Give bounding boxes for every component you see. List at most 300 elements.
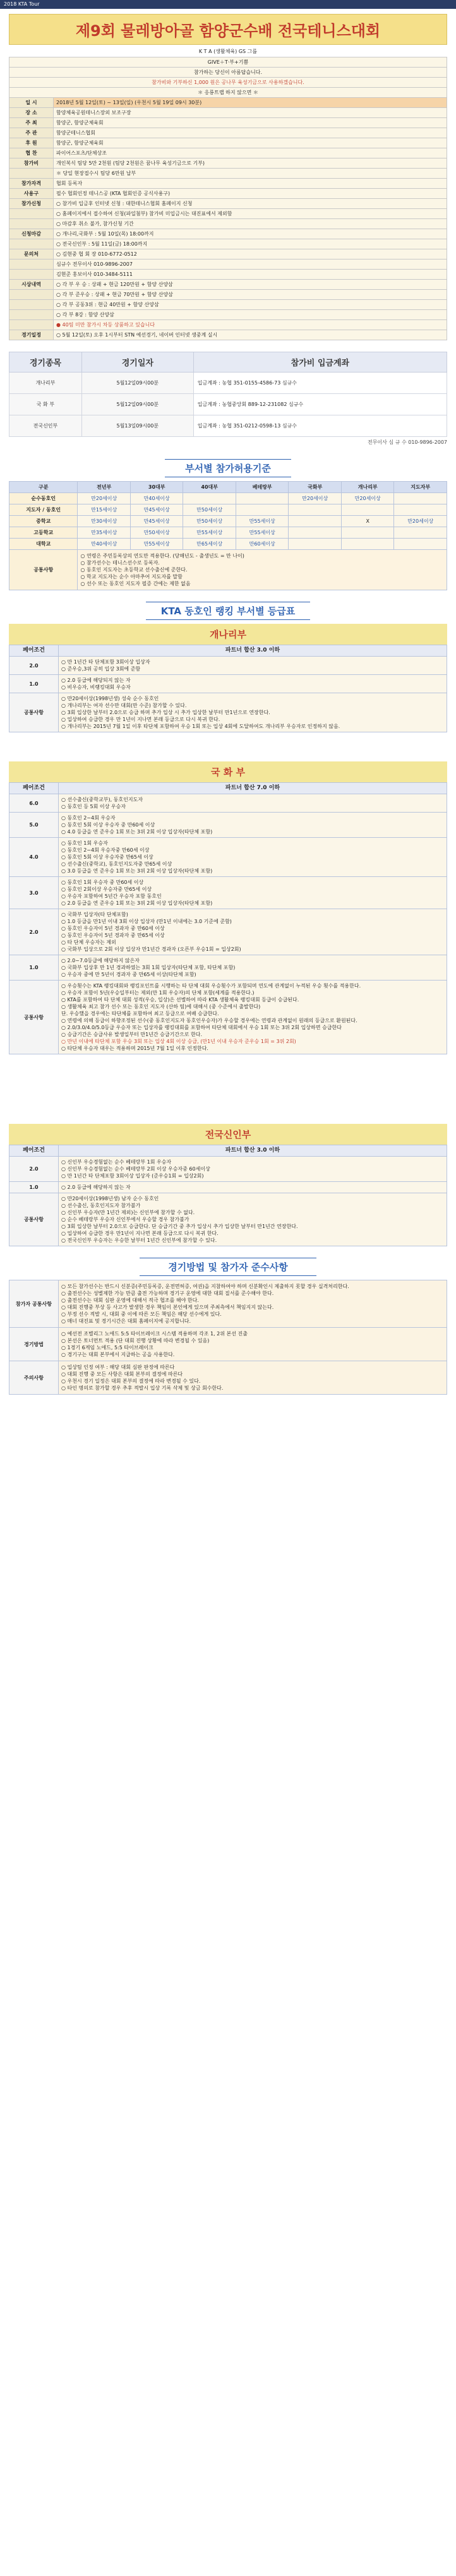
info-row bbox=[9, 148, 447, 158]
info-row-value: ○ 김현중 협 회 장 010-6772-0512 bbox=[54, 249, 447, 259]
gaenari-title: 개나리부 bbox=[9, 624, 447, 645]
info-row bbox=[9, 209, 447, 219]
age-cell: 만40세이상 bbox=[78, 539, 131, 550]
rank-section bbox=[9, 602, 447, 732]
sinin-items bbox=[59, 1157, 447, 1182]
method-item: ○ 우천시 경기 일정은 대회 본부의 결정에 따라 변경될 수 있다. bbox=[61, 1378, 201, 1384]
gukhwa-grade: 6.0 bbox=[9, 794, 59, 813]
age-table bbox=[9, 481, 447, 590]
gukhwa-item: ○ 연령에 의해 등급이 하향조정된 선수(중 동호인지도자 동호인우승자)가 우승할 경우에는 연령과 관계없이 원래의 등급으로 환원된다. bbox=[61, 1018, 357, 1023]
sinin-header: 파트너 합산 3.0 이하 bbox=[59, 1145, 447, 1157]
age-header: 개나리부 bbox=[341, 482, 394, 493]
age-cell: 만55세이상 bbox=[130, 539, 183, 550]
info-row-label: 시상내역 bbox=[9, 280, 54, 290]
info-intro-text: GIVE＋T·부+기쁨 bbox=[9, 57, 447, 68]
fee-row bbox=[9, 415, 447, 437]
info-row-value: 함양군테니스협회 bbox=[54, 128, 447, 138]
info-row bbox=[9, 128, 447, 138]
info-row-value: 김현준 홍보이사 010-3484-5111 bbox=[54, 270, 447, 280]
gukhwa-grade: 1.0 bbox=[9, 955, 59, 981]
gukhwa-grade: 4.0 bbox=[9, 838, 59, 877]
age-title: 부서별 참가허용기준 bbox=[165, 459, 291, 477]
method-item: ○ 출전선수는 대회 심판 운영에 대해서 적극 협조를 해야 한다. bbox=[61, 1297, 199, 1303]
age-cell: 만55세이상 bbox=[236, 516, 289, 527]
age-cell: 만15세이상 bbox=[78, 504, 131, 516]
fee-event: 개나리부 bbox=[9, 373, 82, 394]
age-cell: 만55세이상 bbox=[183, 527, 236, 539]
method-item: ○ 대회 진행 중 모든 사항은 대회 본부의 결정에 따른다 bbox=[61, 1371, 183, 1377]
info-row-label bbox=[9, 290, 54, 300]
age-header: 전년부 bbox=[78, 482, 131, 493]
info-row-label bbox=[9, 320, 54, 330]
info-row bbox=[9, 138, 447, 148]
info-intro-row bbox=[9, 78, 447, 88]
info-row-label: 신청마감 bbox=[9, 229, 54, 239]
method-items bbox=[59, 1361, 447, 1395]
sinin-items bbox=[59, 1193, 447, 1246]
sinin-grade: 1.0 bbox=[9, 1182, 59, 1193]
age-cell bbox=[341, 539, 394, 550]
gukhwa-row bbox=[9, 877, 447, 909]
gukhwa-item: ○ 우승횟수는 KTA 랭킹대회와 랭킹포인트를 시행하는 타 단체 대회 우승횟수가 포함되며 연도에 관계없이 누적된 우승 횟수를 적용한다. bbox=[61, 983, 361, 989]
gukhwa-grade: 공통사항 bbox=[9, 981, 59, 1054]
gukhwa-item: ○ 동호인 5회 이상 우승자중 만65세 이상 bbox=[61, 854, 153, 860]
age-note-line: ○ 학교 지도자는 순수 아마추어 지도자를 말함 bbox=[80, 574, 183, 580]
info-row bbox=[9, 199, 447, 209]
age-cell: 만40세이상 bbox=[130, 493, 183, 504]
gukhwa-item: ○ 동호인 2~4회 우승자 bbox=[61, 815, 116, 821]
gukhwa-row bbox=[9, 813, 447, 838]
info-row-value: ○ 각 부 준우승 : 상패 + 현금 70만원 + 함양 산양삼 bbox=[54, 290, 447, 300]
info-intro-row bbox=[9, 68, 447, 78]
gaenari-grade: 1.0 bbox=[9, 675, 59, 693]
gukhwa-item: ○ 1.0 등급을 만1년 이내 3회 이상 입상자 (만1년 이내에는 3.0 기준에 준함) bbox=[61, 919, 232, 924]
gukhwa-item: 단. 우승했을 경우에는 타단체를 포함하여 최고 등급으로 여배 승급한다. bbox=[61, 1011, 219, 1017]
info-row-label bbox=[9, 239, 54, 249]
method-item: ○ 1경기 6게임 노애드, 5:5 타이브레이크 bbox=[61, 1345, 153, 1351]
gukhwa-row bbox=[9, 838, 447, 877]
sinin-item: ○ 전국신인부 우승자는 우승한 날부터 1년간 신인부에 참가할 수 있다. bbox=[61, 1237, 217, 1243]
method-item: ○ 입상팀 인정 여부 : 해당 대회 심판 판정에 따른다 bbox=[61, 1364, 175, 1370]
age-header: 지도자부 bbox=[394, 482, 447, 493]
method-item: ○ 예선전 조별리그 노애드 5:5 타이브레이크 시스템 적용하며 각조 1, 2위 본선 진출 bbox=[61, 1331, 248, 1337]
age-cell bbox=[289, 516, 342, 527]
age-cell bbox=[289, 504, 342, 516]
method-table bbox=[9, 1280, 447, 1395]
gaenari-item: ○ 만 1년간 타 단체포함 3회이상 입상자 bbox=[61, 659, 150, 665]
gaenari-item: ○ 만20세이상(1998년생) 성숙 순수 동호인 bbox=[61, 696, 159, 701]
info-row-label: 주 최 bbox=[9, 118, 54, 128]
gukhwa-items bbox=[59, 955, 447, 981]
age-row-label: 중학교 bbox=[9, 516, 78, 527]
info-row-label bbox=[9, 270, 54, 280]
page-title: 제9회 물레방아골 함양군수배 전국테니스대회 bbox=[75, 22, 381, 40]
gaenari-grade: 2.0 bbox=[9, 657, 59, 675]
fee-row bbox=[9, 373, 447, 394]
sinin-item: ○ 선수출신, 동호인지도자 참가불가 bbox=[61, 1203, 141, 1208]
gukhwa-item: ○ 타 단체 우승자는 제외 bbox=[61, 939, 116, 945]
info-row-value: ＊ 당일 현장접수시 팀당 6만원 납부 bbox=[54, 169, 447, 179]
age-row bbox=[9, 504, 447, 516]
info-row bbox=[9, 239, 447, 249]
age-header: 30대부 bbox=[130, 482, 183, 493]
method-item: ○ 대회 진행중 부상 등 사고가 발생한 경우 책임이 본인에게 있으며 주최측에서 책임지지 않는다. bbox=[61, 1304, 274, 1310]
method-items bbox=[59, 1328, 447, 1361]
gukhwa-item: ○ 국화부 입상자(타 단체포함) bbox=[61, 912, 128, 917]
info-row bbox=[9, 320, 447, 330]
method-row bbox=[9, 1280, 447, 1328]
gukhwa-item: ○ 동호인 5회 이상 우승자 중 만60세 이상 bbox=[61, 822, 155, 828]
gaenari-item: ○ 준우승,3위 공히 입상 3회에 준함 bbox=[61, 666, 141, 672]
gaenari-item: ○ 개나리부는 2015년 7월 1일 이후 타단체 포함하여 우승 1회 또는 입상 4회에 도달하여도 개나리부 우승자로 인정하지 않음. bbox=[61, 724, 340, 729]
sinin-item: ○ 신인부 우승경험없는 순수 베테랑부 2회 이상 우승자중 60세이상 bbox=[61, 1166, 210, 1172]
sponsor-line: K T A (생활체육) GS 그룹 bbox=[198, 49, 258, 54]
info-row-value: 파이어스포츠/단체상조 bbox=[54, 148, 447, 158]
gaenari-row bbox=[9, 675, 447, 693]
method-item: ○ 타인 명의로 참가할 경우 추후 적발시 입상 기록 삭제 및 상금 회수한다. bbox=[61, 1385, 224, 1391]
info-row-label: 문의처 bbox=[9, 249, 54, 259]
title-banner bbox=[9, 14, 447, 45]
age-cell bbox=[289, 527, 342, 539]
age-cell: 만20세이상 bbox=[394, 516, 447, 527]
info-row bbox=[9, 300, 447, 310]
fee-date: 5월13일09시00분 bbox=[81, 415, 193, 437]
sinin-item: ○ 2.0 등급에 해당하지 않는 자 bbox=[61, 1184, 131, 1190]
info-row bbox=[9, 330, 447, 340]
gukhwa-item: ○ 국화부 입상후 만 1년 경과하였는 3회 1회 입상자(타단체 포함, 타단체 포함) bbox=[61, 965, 236, 970]
info-row bbox=[9, 270, 447, 280]
sinin-item: ○ 신인부 우승경험없는 순수 베테랑부 1회 우승자 bbox=[61, 1159, 172, 1165]
gukhwa-table bbox=[9, 782, 447, 1054]
age-row-label: 대학교 bbox=[9, 539, 78, 550]
info-row-label bbox=[9, 310, 54, 320]
info-row-label bbox=[9, 219, 54, 229]
gukhwa-header-row bbox=[9, 783, 447, 794]
info-row bbox=[9, 118, 447, 128]
sinin-items bbox=[59, 1182, 447, 1193]
rank-title: KTA 동호인 랭킹 부서별 등급표 bbox=[146, 602, 310, 620]
info-row bbox=[9, 249, 447, 259]
info-row-label: 주 관 bbox=[9, 128, 54, 138]
gukhwa-item: ○ 타단체 우승자 대우는 적용하며 2015년 7월 1일 이후 인정한다. bbox=[61, 1046, 208, 1051]
age-cell bbox=[394, 504, 447, 516]
gaenari-items bbox=[59, 693, 447, 732]
sinin-title: 전국신인부 bbox=[9, 1124, 447, 1145]
gukhwa-item: ○ 만년 이내에 타단체 포함 우승 3회 또는 입상 4회 이상 승급, (만1년 이내 우승자 준우승 1회 = 3위 2회) bbox=[61, 1039, 296, 1044]
info-row bbox=[9, 98, 447, 108]
gaenari-items bbox=[59, 675, 447, 693]
info-row-label: 장 소 bbox=[9, 108, 54, 118]
info-row-value: ○ 홈페이지에서 접수하여 신청(파일첨부) 참가비 미입금시는 대진표에서 제외함 bbox=[54, 209, 447, 219]
info-row-label: 후 원 bbox=[9, 138, 54, 148]
sinin-item: ○ 3회 입상한 날부터 2.0으로 승급한다. 단 승급기간 중 추가 입상시 추가 입상한 날부터 만1년간 연장한다. bbox=[61, 1224, 298, 1229]
gukhwa-item: ○ 동호인 등 5회 이상 우승자 bbox=[61, 804, 126, 809]
age-cell bbox=[394, 493, 447, 504]
age-cell bbox=[236, 504, 289, 516]
age-cell: 만45세이상 bbox=[130, 504, 183, 516]
age-notes-label: 공통사항 bbox=[9, 550, 78, 590]
info-row-label bbox=[9, 169, 54, 179]
method-section bbox=[9, 1258, 447, 1395]
age-cell: 만20세이상 bbox=[78, 493, 131, 504]
info-row-value: 심규수 전무이사 010-9896-2007 bbox=[54, 259, 447, 270]
info-row-value: ○ 개나리,국화부 : 5월 10일(목) 18:00까지 bbox=[54, 229, 447, 239]
sinin-row bbox=[9, 1157, 447, 1182]
gukhwa-items bbox=[59, 813, 447, 838]
gaenari-grade: 공통사항 bbox=[9, 693, 59, 732]
info-row-value: ○ 참가비 입금후 인터넷 신청 : 대한테니스협회 홈페이지 신청 bbox=[54, 199, 447, 209]
gukhwa-item: ○ 우승자 중에 만 5년이 경과자 중 만65세 이상(타단체 포함) bbox=[61, 972, 196, 977]
age-cell: 만50세이상 bbox=[183, 516, 236, 527]
gukhwa-items bbox=[59, 909, 447, 955]
info-row-value: 함양군, 함양군체육회 bbox=[54, 118, 447, 128]
gukhwa-header: 파트너 합산 7.0 이하 bbox=[59, 783, 447, 794]
info-row-value: 협회 등록자 bbox=[54, 179, 447, 189]
info-row-label bbox=[9, 209, 54, 219]
age-notes-row bbox=[9, 550, 447, 590]
age-cell bbox=[341, 504, 394, 516]
info-row-label: 경기일정 bbox=[9, 330, 54, 340]
sinin-grade: 2.0 bbox=[9, 1157, 59, 1182]
age-row bbox=[9, 539, 447, 550]
sinin-row bbox=[9, 1182, 447, 1193]
age-cell: 만45세이상 bbox=[130, 516, 183, 527]
fee-note: 전무이사 심 규 수 010-9896-2007 bbox=[367, 439, 447, 445]
info-row-value: ○ 5월 12일(토) 오후 1시부터 STN 예선경기, 네이버 인터넷 생중계 실시 bbox=[54, 330, 447, 340]
gukhwa-item: ○ 생활체육 최고 참가 선수 또는 동호인 지도자 (산하 팀)에 대해서 (중 수준에서 출발한다) bbox=[61, 1004, 261, 1010]
method-label: 경기방법 bbox=[9, 1328, 59, 1361]
gukhwa-item: ○ 동호인 1회 우승자 중 만60세 이상 bbox=[61, 880, 144, 885]
gaenari-header: 페어조건 bbox=[9, 645, 59, 657]
fee-table bbox=[9, 352, 447, 437]
gukhwa-item: ○ 동호인 우승자이 5년 경과자 중 만60세 이상 bbox=[61, 926, 165, 931]
age-row-label: 순수동호인 bbox=[9, 493, 78, 504]
method-item: ○ 부정 선수 적발 시, 대회 중 이에 따른 모든 책임은 해당 선수에게 있다. bbox=[61, 1311, 222, 1317]
info-row bbox=[9, 158, 447, 169]
age-row bbox=[9, 516, 447, 527]
age-cell: 만55세이상 bbox=[236, 527, 289, 539]
age-header: 구분 bbox=[9, 482, 78, 493]
info-row-value: 필수 협회인정 테니스공 (KTA 협회인증 공식사용구) bbox=[54, 189, 447, 199]
sinin-item: ○ 만 1년간 타 단체포함 3회이상 입상자 (준우승1회 = 입상2회) bbox=[61, 1173, 204, 1179]
age-cell: 만30세이상 bbox=[78, 516, 131, 527]
age-row bbox=[9, 493, 447, 504]
gaenari-item: ○ 비우승자, 비랭킹대회 우승자 bbox=[61, 684, 131, 690]
gukhwa-title: 국 화 부 bbox=[9, 761, 447, 782]
fee-header: 경기일자 bbox=[81, 352, 193, 373]
gukhwa-section bbox=[9, 761, 447, 1054]
info-row-value: ○ 각 부 공동3위 : 현금 40만원 + 함양 산양삼 bbox=[54, 300, 447, 310]
method-label: 주의사항 bbox=[9, 1361, 59, 1395]
age-row-label: 고등학교 bbox=[9, 527, 78, 539]
info-row-value: ● 40팀 미만 참가시 차등 상품하고 있습니다 bbox=[54, 320, 447, 330]
method-row bbox=[9, 1328, 447, 1361]
gukhwa-item: ○ 동호인 1회 우승자 bbox=[61, 840, 108, 846]
info-row-label: 참가비 bbox=[9, 158, 54, 169]
method-item: ○ 본선은 토너먼트 적용 (단 대회 진행 상황에 따라 변경될 수 있음) bbox=[61, 1338, 210, 1344]
gukhwa-item: ○ 2.0/3.0/4.0/5.0등급 우승자 또는 입상자를 랭킹대회를 포함하여 타단체 대회에서 우승 1회 또는 3위 2회 입상하면 승급한다 bbox=[61, 1025, 342, 1030]
gukhwa-header: 페어조건 bbox=[9, 783, 59, 794]
gukhwa-item: ○ 국화부 입상으로 2회 이상 입상자 만1년간 경과자 (오픈부 우승1회 = 입상2회) bbox=[61, 946, 241, 952]
sinin-item: ○ 만20세이상(1998년생) 남자 순수 동호인 bbox=[61, 1196, 159, 1202]
age-cell bbox=[236, 493, 289, 504]
gaenari-item: ○ 입상하여 승급한 경우 만 1년이 지나면 본래 등급으로 다시 복귀 한다. bbox=[61, 717, 220, 722]
info-row-value: 함양군, 함양군체육회 bbox=[54, 138, 447, 148]
age-note-line: ○ 동호인 지도자는 초등학교 선수출신에 준한다. bbox=[80, 567, 188, 573]
info-row bbox=[9, 169, 447, 179]
gukhwa-item: ○ 3.0 등급을 연 준우승 1회 또는 3위 2회 이상 입상자(타단체 포함) bbox=[61, 868, 213, 874]
age-cell: X bbox=[341, 516, 394, 527]
gukhwa-item: ○ 선수출신(중학교), 동호인지도자중 만65세 이상 bbox=[61, 861, 172, 867]
gukhwa-item: ○ 동호인 2회이상 우승자중 만65세 이상 bbox=[61, 886, 152, 892]
info-intro-text: ＊ 응룡트랩 하지 않으면 ＊ bbox=[9, 88, 447, 98]
method-item: ○ 경기구는 대회 본부에서 지급하는 공을 사용한다. bbox=[61, 1352, 175, 1357]
info-row-value: 개인복식 팀당 5만 2천원 (팀당 2천원은 꿈나무 육성기금으로 기부) bbox=[54, 158, 447, 169]
gukhwa-item: ○ 우승자 포함이 5년(우승일부터는 제외(만 1회 우승자)의 단체 포함(세계를 적용한다.) bbox=[61, 990, 255, 996]
info-row-label bbox=[9, 259, 54, 270]
age-cell: 만20세이상 bbox=[289, 493, 342, 504]
info-intro-text: 참가하는 당신이 아름답습니다. bbox=[9, 68, 447, 78]
sinin-table bbox=[9, 1145, 447, 1246]
fee-account: 입금계좌 : 농협 351-0155-4586-73 심규수 bbox=[193, 373, 447, 394]
gukhwa-item: ○ 우승자 포함하여 5년간 우승자 포함 동호인 bbox=[61, 893, 162, 899]
gukhwa-row bbox=[9, 794, 447, 813]
info-row-label: 협 찬 bbox=[9, 148, 54, 158]
info-row-label: 일 시 bbox=[9, 98, 54, 108]
gaenari-item: ○ 개나리부는 여자 선수만 대회(만 수준) 참가할 수 있다. bbox=[61, 703, 187, 708]
info-row-label: 참가자격 bbox=[9, 179, 54, 189]
sinin-header: 페어조건 bbox=[9, 1145, 59, 1157]
gaenari-row bbox=[9, 693, 447, 732]
top-bar: 2018 KTA Tour bbox=[0, 0, 456, 9]
info-table bbox=[9, 57, 447, 340]
age-cell: 만50세이상 bbox=[130, 527, 183, 539]
age-notes bbox=[78, 550, 447, 590]
age-cell bbox=[394, 539, 447, 550]
age-row-label: 지도자 / 동호인 bbox=[9, 504, 78, 516]
gukhwa-item: ○ KTA를 포함하여 타 단체 대회 성적(우승, 입상)은 선별하여 따라 KTA 생활체육 랭킹대회 등급이 승급된다. bbox=[61, 997, 299, 1003]
age-cell bbox=[183, 493, 236, 504]
info-row bbox=[9, 189, 447, 199]
age-header: 40대부 bbox=[183, 482, 236, 493]
method-row bbox=[9, 1361, 447, 1395]
info-row bbox=[9, 310, 447, 320]
age-header: 베테랑부 bbox=[236, 482, 289, 493]
fee-date: 5월12일09시00분 bbox=[81, 373, 193, 394]
gaenari-header: 파트너 합산 3.0 이하 bbox=[59, 645, 447, 657]
sinin-row bbox=[9, 1193, 447, 1246]
info-row bbox=[9, 280, 447, 290]
info-row-value: 함양체육공원테니스장외 보조구장 bbox=[54, 108, 447, 118]
age-row bbox=[9, 527, 447, 539]
info-row bbox=[9, 179, 447, 189]
gukhwa-item: ○ 2.0~7.0등급에 해당하지 않은자 bbox=[61, 958, 140, 963]
gukhwa-row bbox=[9, 909, 447, 955]
fee-account: 입금계좌 : 농협 351-0212-0598-13 심규수 bbox=[193, 415, 447, 437]
gukhwa-item: ○ 동호인 2~4회 우승자중 만60세 이상 bbox=[61, 847, 150, 853]
fee-header: 경기종목 bbox=[9, 352, 82, 373]
age-cell bbox=[341, 527, 394, 539]
fee-date: 5월12일09시00분 bbox=[81, 394, 193, 415]
fee-row bbox=[9, 394, 447, 415]
fee-header: 참가비 입금계좌 bbox=[193, 352, 447, 373]
sinin-grade: 공통사항 bbox=[9, 1193, 59, 1246]
info-intro-text: 참가비와 기부하신 1,000 원은 공나무 육성기금으로 사용하겠습니다. bbox=[9, 78, 447, 88]
info-row bbox=[9, 108, 447, 118]
gaenari-table bbox=[9, 645, 447, 732]
sinin-item: ○ 순수 베테랑부 우승자 신인부에서 우승할 경우 참가불가 bbox=[61, 1217, 189, 1222]
info-row-value: ○ 전국신인부 : 5월 11일(금) 18:00까지 bbox=[54, 239, 447, 249]
info-intro-row bbox=[9, 57, 447, 68]
info-row-label: 참가신청 bbox=[9, 199, 54, 209]
method-item: ○ 매너 대진표 및 경기시간은 대회 홈페이지에 공지합니다. bbox=[61, 1318, 191, 1324]
gukhwa-item: ○ 4.0 등급을 연 준우승 1회 또는 3위 2회 이상 입상자(타단체 포함) bbox=[61, 829, 213, 835]
method-item: ○ 출전선수는 성별제한 가능 만큼 출전 가능하며 경기구 운영에 대한 대회 질서를 준수해야 한다. bbox=[61, 1291, 274, 1296]
fee-event: 국 화 부 bbox=[9, 394, 82, 415]
gukhwa-row bbox=[9, 981, 447, 1054]
gaenari-item: ○ 3회 입상한 날부터 2.0으로 승급 하며 추가 입상 시 추가 입상한 날부터 만1년으로 연장한다. bbox=[61, 710, 270, 715]
gukhwa-grade: 5.0 bbox=[9, 813, 59, 838]
sinin-header-row bbox=[9, 1145, 447, 1157]
gaenari-header-row bbox=[9, 645, 447, 657]
gukhwa-grade: 2.0 bbox=[9, 909, 59, 955]
sinin-item: ○ 신인부 우승자(만 1년간 제외)는 신인부에 참가할 수 없다. bbox=[61, 1210, 195, 1215]
method-title: 경기방법 및 참가자 준수사항 bbox=[140, 1258, 316, 1276]
gukhwa-row bbox=[9, 955, 447, 981]
gukhwa-grade: 3.0 bbox=[9, 877, 59, 909]
gukhwa-items bbox=[59, 981, 447, 1054]
age-cell: 만35세이상 bbox=[78, 527, 131, 539]
info-row bbox=[9, 219, 447, 229]
sinin-item: ○ 입상하여 승급한 경우 만1년이 지나면 본래 등급으로 다시 복귀 한다. bbox=[61, 1231, 219, 1236]
gukhwa-items bbox=[59, 877, 447, 909]
gukhwa-items bbox=[59, 794, 447, 813]
info-row-label bbox=[9, 300, 54, 310]
gaenari-items bbox=[59, 657, 447, 675]
gaenari-item: ○ 2.0 등급에 해당되지 않는 자 bbox=[61, 677, 131, 683]
age-cell: 만20세이상 bbox=[341, 493, 394, 504]
gukhwa-item: ○ 선수출신(중학교부), 동호인지도자 bbox=[61, 797, 143, 802]
method-label: 참가자 공통사항 bbox=[9, 1280, 59, 1328]
age-cell: 만60세이상 bbox=[236, 539, 289, 550]
info-row bbox=[9, 229, 447, 239]
info-row-label: 사용구 bbox=[9, 189, 54, 199]
method-item: ○ 모든 참가선수는 반드시 신분증(주민등록증, 운전면허증, 여권)을 지참하여야 하며 신분확인시 제출하지 못할 경우 실격처리한다. bbox=[61, 1284, 349, 1289]
gukhwa-item: ○ 승급기간은 승급사유 발생일부터 만1년간 승급기간으로 한다. bbox=[61, 1032, 203, 1037]
gukhwa-item: ○ 2.0 등급을 연 준우승 1회 또는 3위 2회 이상 입상자(타단체 포함) bbox=[61, 900, 213, 906]
info-row bbox=[9, 290, 447, 300]
age-cell bbox=[289, 539, 342, 550]
age-note-line: ○ 선수 또는 동호인 지도자 필증 간에는 제한 없음 bbox=[80, 581, 191, 587]
fee-section bbox=[9, 352, 447, 448]
info-row-value: 2018년 5월 12일(토) ~ 13일(일) (우천시 5월 19일 09시 30분) bbox=[54, 98, 447, 108]
info-row bbox=[9, 259, 447, 270]
info-row-value: ○ 각 부 우 승 : 상패 + 현금 120만원 + 함양 산양삼 bbox=[54, 280, 447, 290]
fee-event: 전국신인부 bbox=[9, 415, 82, 437]
age-cell: 만50세이상 bbox=[183, 504, 236, 516]
method-items bbox=[59, 1280, 447, 1328]
age-cell: 만65세이상 bbox=[183, 539, 236, 550]
info-intro-row bbox=[9, 88, 447, 98]
age-section bbox=[9, 459, 447, 590]
age-cell bbox=[394, 527, 447, 539]
age-header: 국화부 bbox=[289, 482, 342, 493]
gaenari-row bbox=[9, 657, 447, 675]
info-row-value: ○ 각 부 8강 : 함양 산양삼 bbox=[54, 310, 447, 320]
info-row-value: ○ 마감후 취소 불가, 참가신청 기간 bbox=[54, 219, 447, 229]
sinin-section bbox=[9, 1124, 447, 1246]
age-note-line: ○ 참가선수는 테니스선수로 등록자. bbox=[80, 560, 160, 566]
